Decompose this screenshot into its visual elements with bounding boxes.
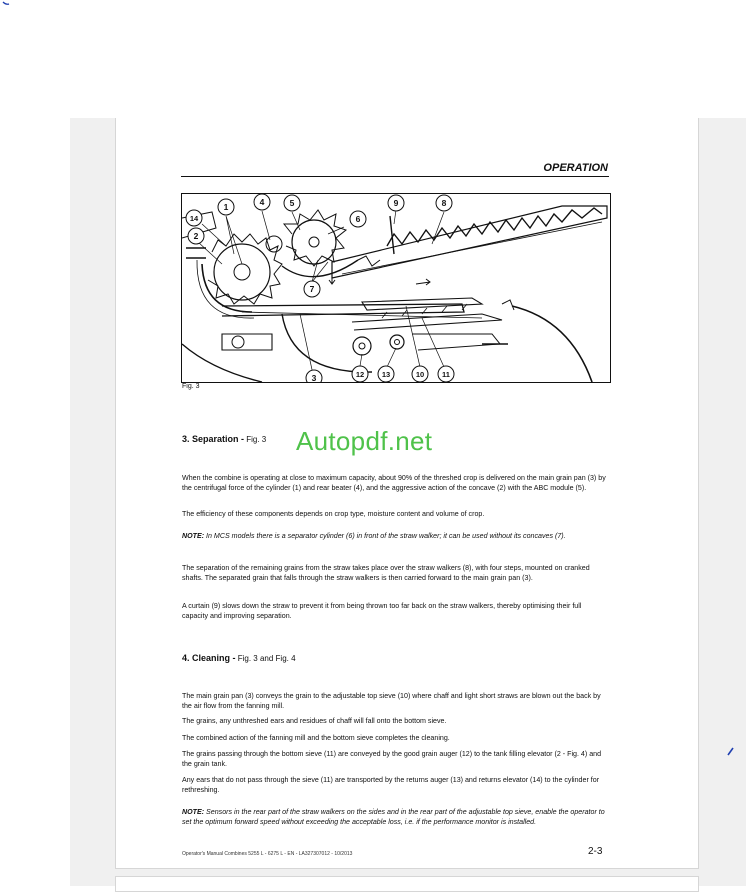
corner-tick-mark	[2, 0, 10, 8]
manual-page	[115, 118, 699, 869]
next-page-edge	[115, 876, 699, 892]
note-text: Sensors in the rear part of the straw walkers on the sides and in the rear part of the adjustable top sieve, enable the operator to set the optimum forward speed without exceeding the acceptable loss, i.e. if the performance monitor is installed.	[182, 808, 605, 826]
separation-paragraph-2: The efficiency of these components depends on crop type, moisture content and volume of crop.	[182, 510, 485, 518]
separation-heading	[182, 434, 266, 444]
cleaning-paragraph-4: The grains passing through the bottom sieve (11) are conveyed by the good grain auger (12) to the tank filling elevator (2 - Fig. 4) and the grain tank.	[182, 750, 602, 768]
combine-diagram-drawing	[182, 194, 610, 382]
figure-caption: Fig. 3	[182, 383, 200, 390]
separation-heading-text: 3. Separation -	[182, 434, 245, 444]
cleaning-figure-ref: Fig. 3 and Fig. 4	[235, 654, 296, 663]
callout-7: 7	[309, 284, 315, 294]
separation-paragraph-3: The separation of the remaining grains from the straw takes place over the straw walkers (8), with four steps, mounted on cranked shafts. The separated grain that falls through the straw walkers is then carried forward to the main grain pan (3).	[182, 564, 590, 582]
callout-8: 8	[441, 198, 447, 208]
callout-13: 13	[381, 370, 391, 379]
cleaning-paragraph-1: The main grain pan (3) conveys the grain to the adjustable top sieve (10) where chaff and light short straws are blown out the back by the air flow from the fanning mill.	[182, 692, 601, 710]
cleaning-heading	[182, 653, 296, 663]
callout-1: 1	[223, 202, 229, 212]
callout-14: 14	[189, 214, 199, 223]
separation-figure-ref: Fig. 3	[244, 435, 267, 444]
cleaning-heading-text: 4. Cleaning -	[182, 653, 236, 663]
cleaning-paragraph-3: The combined action of the fanning mill and the bottom sieve completes the cleaning.	[182, 734, 450, 742]
callout-10: 10	[415, 370, 425, 379]
separation-paragraph-1: When the combine is operating at close to maximum capacity, about 90% of the threshed crop is delivered on the main grain pan (3) by the centrifugal force of the cylinder (1) and rear beater (4), and the aggressive action of the concave (2) with the ABC module (5).	[182, 474, 606, 492]
callout-11: 11	[442, 370, 450, 379]
separation-note	[182, 531, 608, 541]
margin-pen-mark	[726, 746, 735, 756]
page-number: 2-3	[588, 846, 603, 857]
separation-paragraph-4: A curtain (9) slows down the straw to prevent it from being thrown too far back on the straw walkers, thereby optimising their full capacity and improving separation.	[182, 602, 582, 620]
cleaning-paragraph-5: Any ears that do not pass through the sieve (11) are transported by the returns auger (13) and returns elevator (14) to the cylinder for rethreshing.	[182, 776, 600, 794]
combine-diagram	[181, 193, 611, 383]
note-label: NOTE:	[182, 532, 205, 540]
watermark: Autopdf.net	[296, 426, 433, 456]
callout-3: 3	[311, 373, 317, 382]
section-title: OPERATION	[543, 162, 608, 174]
cleaning-paragraph-2: The grains, any unthreshed ears and residues of chaff will fall onto the bottom sieve.	[182, 717, 447, 725]
note-text: In MCS models there is a separator cylinder (6) in front of the straw walker; it can be used without its concaves (7).	[204, 532, 566, 540]
callout-4: 4	[259, 197, 265, 207]
header-rule	[181, 176, 609, 177]
cleaning-note	[182, 807, 608, 827]
callout-6: 6	[355, 214, 361, 224]
callout-9: 9	[393, 198, 399, 208]
callout-5: 5	[289, 198, 295, 208]
callout-2: 2	[193, 231, 199, 241]
footer-text: Operator's Manual Combines 5255 L - 6275 L - EN - LA327307012 - 10/2013	[182, 851, 353, 857]
note-label: NOTE:	[182, 808, 205, 816]
callout-12: 12	[355, 370, 365, 379]
